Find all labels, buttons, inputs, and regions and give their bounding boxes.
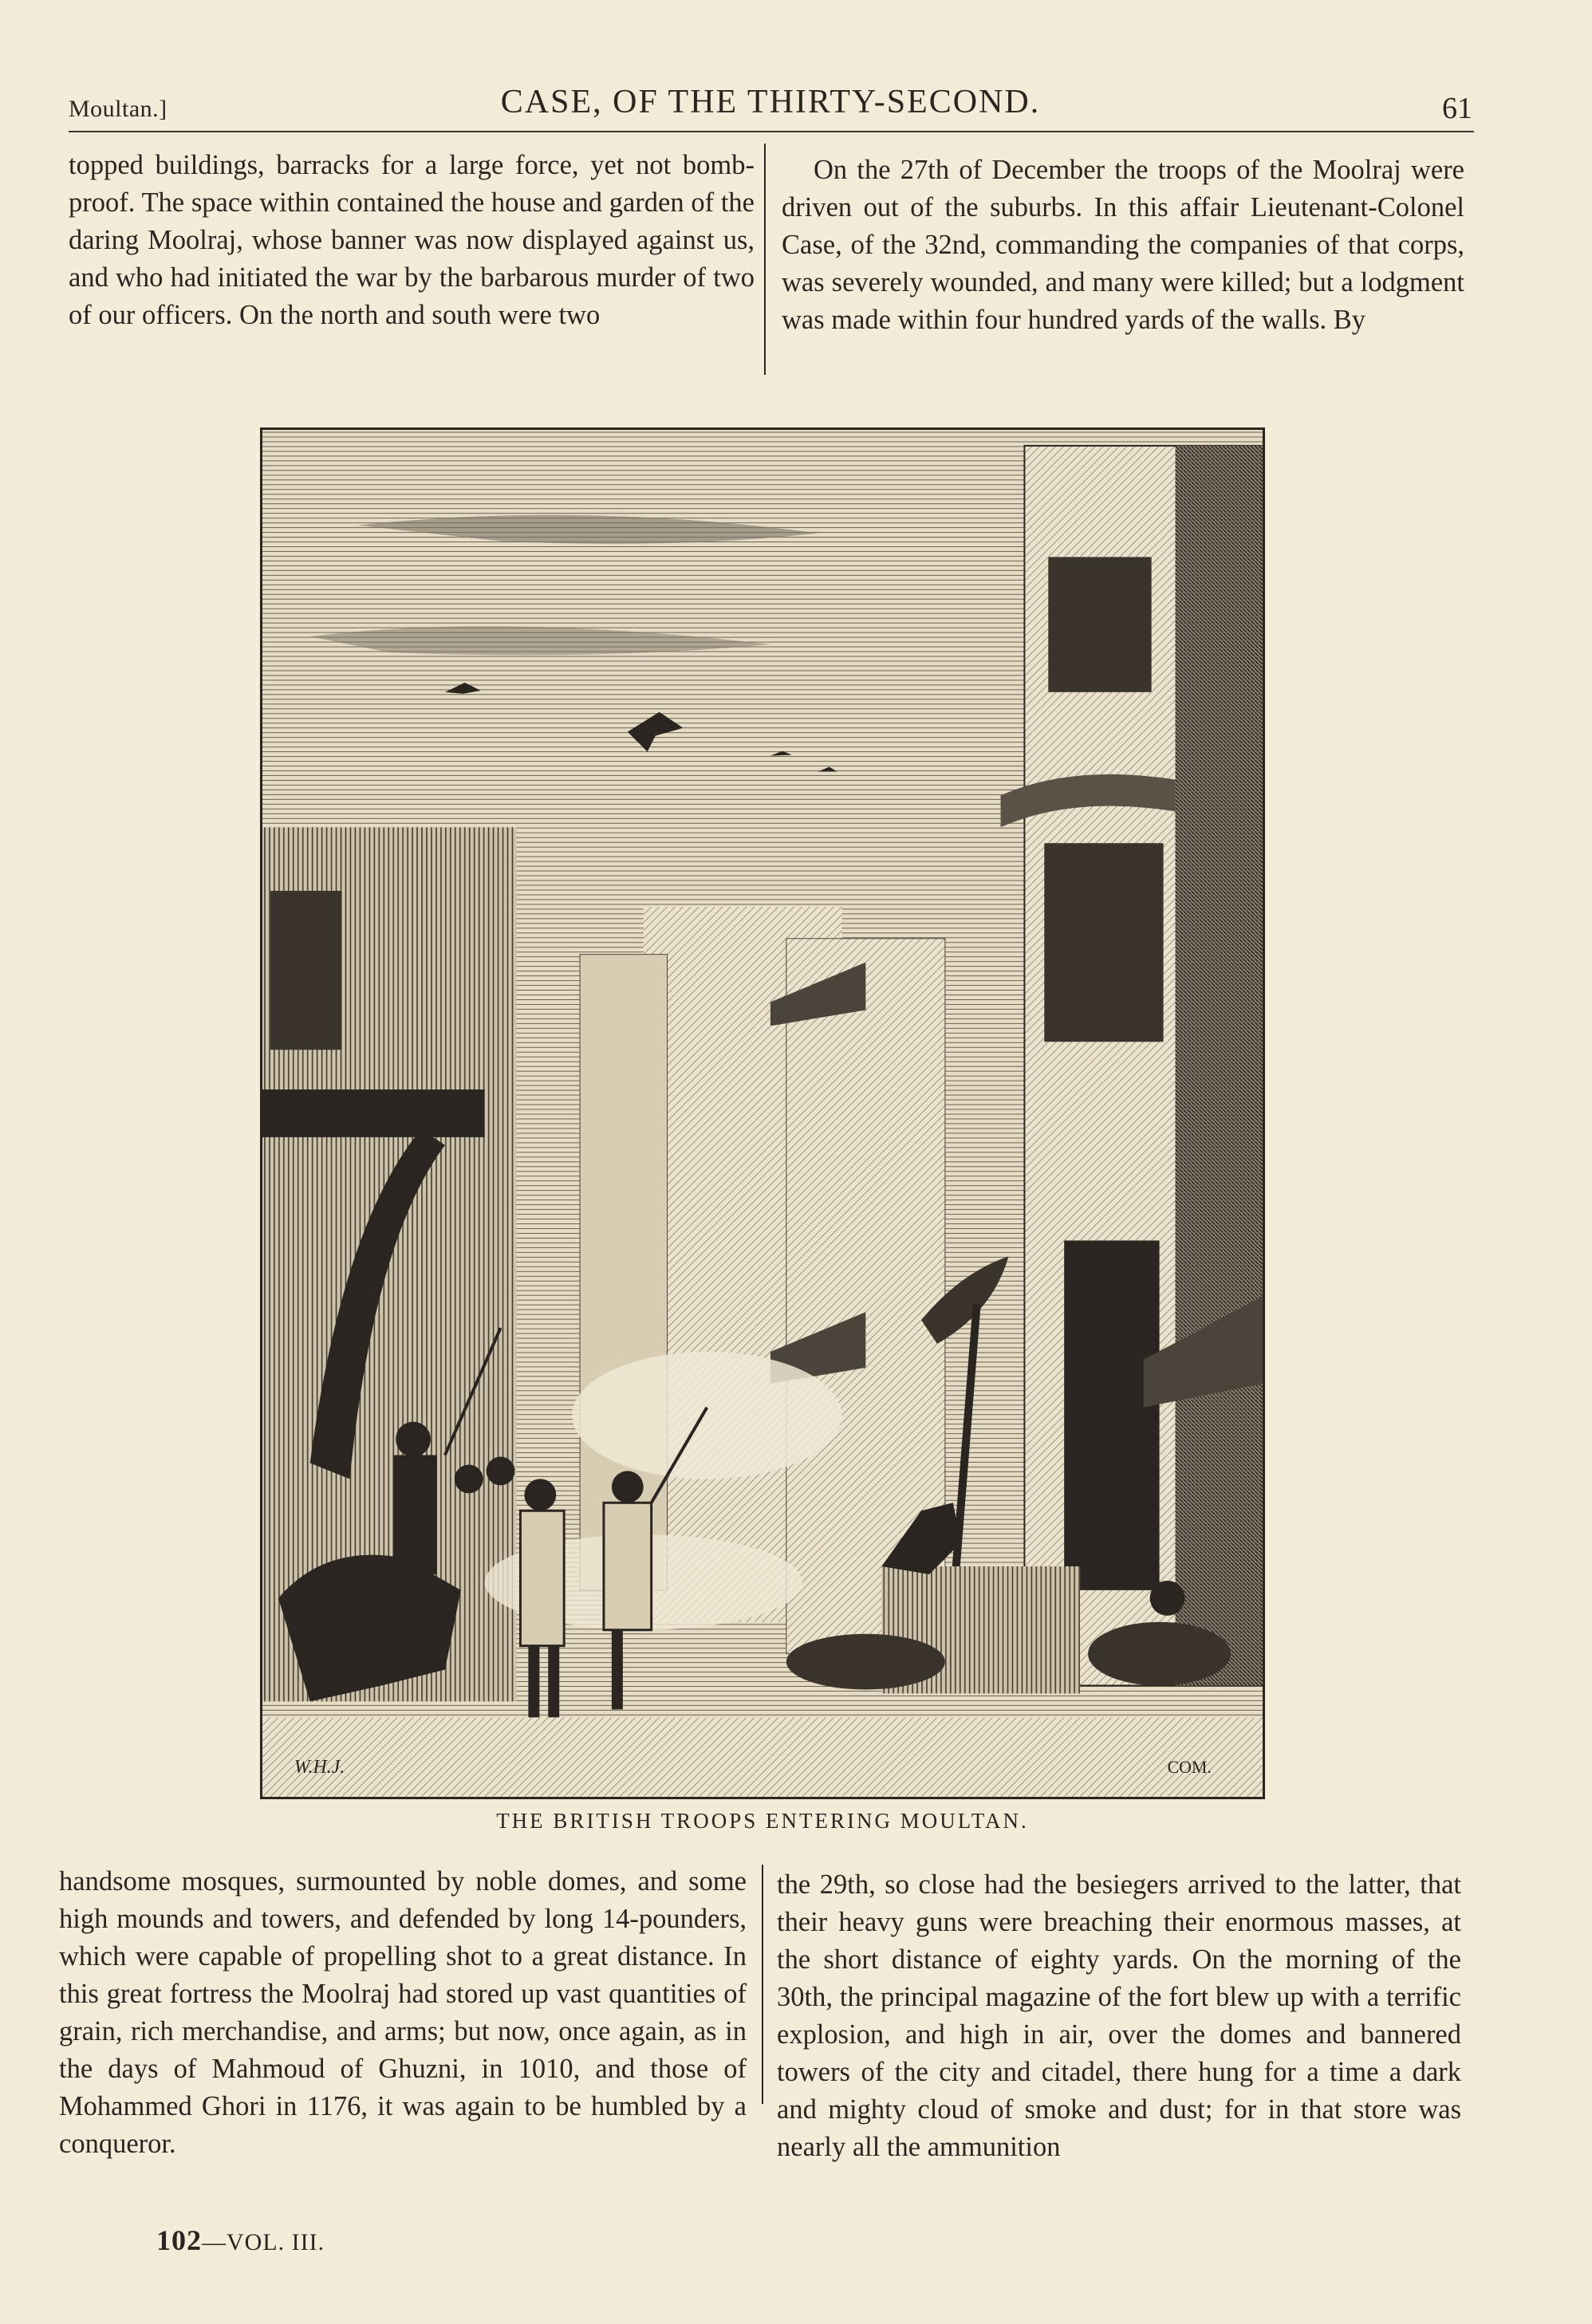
soldier-body — [520, 1511, 564, 1645]
arched-window — [270, 891, 342, 1050]
soldier-body — [604, 1503, 652, 1629]
header-rule — [69, 131, 1474, 132]
paragraph: handsome mosques, surmounted by noble domes, and some high mounds and towers, and defended by long 14-pounders, which were capable of propelling shot to a great distance. In this great fortress the Moolraj had stored up vast quantities of grain, rich merchandise, and arms; but now, once again, as in the days of Mahmoud of Ghuzni, in 1010, and those of Mohammed Ghori in 1176, it was again to be humbled by a conqueror. — [59, 1866, 747, 2159]
gun-smoke — [572, 1352, 841, 1479]
soldier-head — [455, 1464, 483, 1493]
column-divider — [764, 144, 766, 375]
soldier-head — [487, 1456, 515, 1485]
street-ground — [262, 1717, 1263, 1797]
tower-window — [1044, 843, 1163, 1042]
running-head-section: Moultan.] — [69, 96, 167, 122]
top-left-column — [69, 147, 755, 334]
engraver-mark: COM. — [1167, 1757, 1212, 1778]
engraving-illustration — [260, 427, 1265, 1799]
rider-head — [396, 1422, 431, 1457]
bottom-right-column — [777, 1866, 1461, 2166]
tower-shadow-side — [1176, 446, 1263, 1686]
volume-label: —VOL. III. — [202, 2229, 325, 2255]
tower-window — [1048, 557, 1151, 691]
soldier-head — [612, 1471, 644, 1503]
soldier-leg — [612, 1630, 623, 1710]
figure-caption: THE BRITISH TROOPS ENTERING MOULTAN. — [496, 1809, 1029, 1833]
street-scene-engraving — [262, 430, 1263, 1797]
signature-mark — [156, 2224, 325, 2257]
running-head-title: CASE, OF THE THIRTY-SECOND. — [500, 84, 1041, 120]
page-number: 61 — [1442, 92, 1472, 125]
artist-signature: W.H.J. — [294, 1757, 345, 1778]
tower-doorway — [1064, 1240, 1159, 1589]
rider-body — [393, 1455, 437, 1574]
paragraph: On the 27th of December the troops of the Moolraj were driven out of the suburbs. In this affair Lieutenant-Colonel Case, of the 32nd, commanding the companies of that corps, was severely wounded, and many were killed; but a lodgment was made within four hundred yards of the walls. By — [782, 155, 1464, 335]
fallen-soldier — [1088, 1622, 1231, 1686]
paragraph: the 29th, so close had the besiegers arrived to the latter, that their heavy guns were breaching their enormous masses, at the short distance of eighty yards. On the morning of the 30th, the principal magazine of the fort blew up with a terrific explosion, and high in air, over the domes and bannered towers of the city and citadel, there hung for a time a dark and mighty cloud of smoke and dust; for in that store was nearly all the ammunition — [777, 1869, 1461, 2162]
running-head — [69, 80, 1472, 128]
soldier-head — [524, 1479, 556, 1511]
balcony — [262, 1089, 485, 1137]
paragraph: topped buildings, barracks for a large force, yet not bomb-proof. The space within contained the house and garden of the daring Moolraj, whose banner was now displayed against us, and who had initiated the war by the barbarous murder of two of our officers. On the north and south were two — [69, 150, 755, 330]
bottom-left-column — [59, 1863, 747, 2163]
fallen-soldier — [786, 1634, 945, 1690]
top-right-column — [782, 152, 1464, 339]
crouching-figure-head — [1150, 1581, 1185, 1616]
signature-number: 102 — [156, 2224, 202, 2256]
column-divider — [762, 1865, 763, 2104]
